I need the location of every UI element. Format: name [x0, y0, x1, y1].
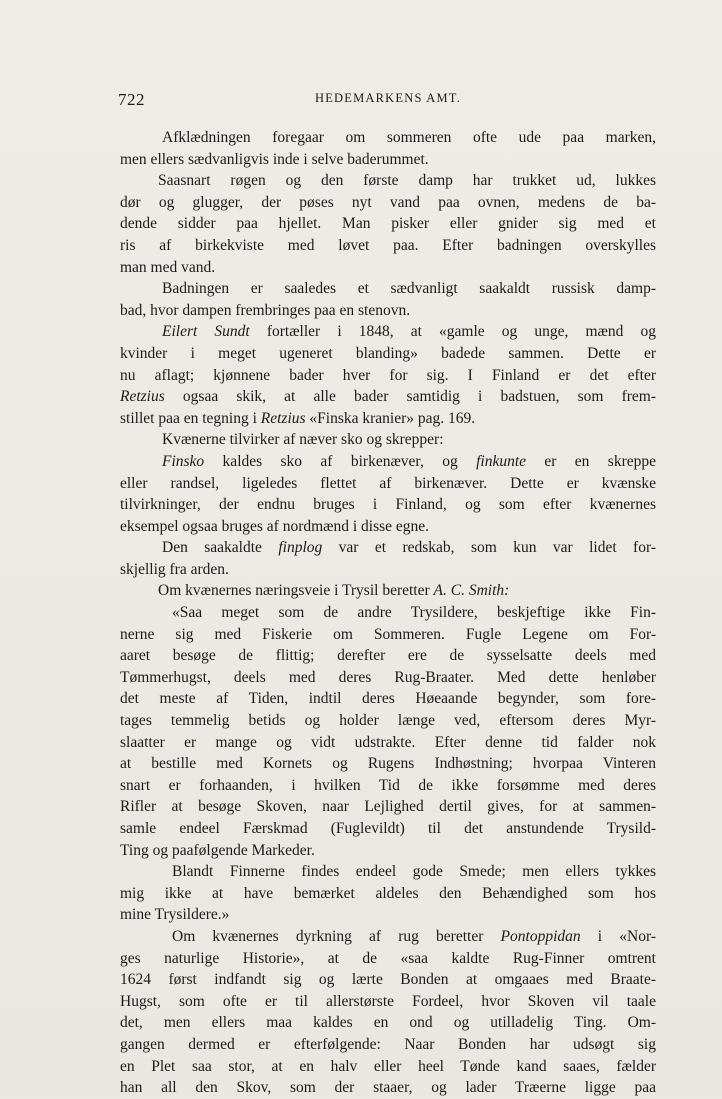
- text-line: [120, 1012, 656, 1034]
- text-line: [120, 991, 656, 1013]
- paragraph: [120, 602, 656, 861]
- page-number: 722: [118, 90, 145, 109]
- text-run: dør og glugger, der pøses nyt vand paa ovnen, medens de ba-: [120, 193, 656, 211]
- text-line: [120, 753, 656, 775]
- text-run: Om kvænernes dyrkning af rug beretter: [172, 927, 501, 945]
- text-run: Kvænerne tilvirker af næver sko og skrepper:: [162, 431, 444, 449]
- text-line: [120, 386, 656, 408]
- paragraph: [120, 429, 656, 451]
- text-line: [120, 624, 656, 646]
- text-run: 1624 først indfandt sig og lærte Bonden at omgaaes med Braate-: [120, 971, 656, 989]
- text-line: [120, 192, 656, 214]
- text-run: man med vand.: [120, 258, 216, 276]
- text-line: [120, 278, 656, 300]
- text-line: [120, 926, 656, 948]
- text-run: han all den Skov, som der staaer, og lader Træerne ligge paa: [120, 1079, 656, 1097]
- text-line: [120, 321, 656, 343]
- text-run: tages temmelig betids og holder længe ved, eftersom deres Myr-: [120, 712, 656, 730]
- text-line: [120, 1034, 656, 1056]
- text-run: Blandt Finnerne findes endeel gode Smede; men ellers tykkes: [172, 863, 656, 881]
- text-run: at bestille med Kornets og Rugens Indhøstning; hvorpaa Vinteren: [120, 755, 656, 773]
- text-run: «Saa meget som de andre Trysildere, beskjeftige ikke Fin-: [172, 604, 656, 622]
- text-line: [120, 602, 656, 624]
- text-run: skjellig fra arden.: [120, 560, 229, 578]
- italic-run: A. C. Smith:: [433, 582, 510, 600]
- text-line: [120, 473, 656, 495]
- paragraph: [120, 170, 656, 278]
- paragraph: [120, 451, 656, 537]
- text-run: Afklædningen foregaar om sommeren ofte ude paa marken,: [162, 129, 656, 146]
- text-line: [120, 688, 656, 710]
- text-line: [120, 1056, 656, 1078]
- text-line: [120, 732, 656, 754]
- text-line: [120, 969, 656, 991]
- page-header: [118, 90, 658, 112]
- text-run: tilvirkninger, der endnu bruges i Finland, og som efter kvænernes: [120, 496, 656, 514]
- italic-run: Pontoppidan: [500, 927, 581, 945]
- text-line: [120, 861, 656, 883]
- italic-run: Retzius: [120, 388, 165, 406]
- running-title: HEDEMARKENS AMT.: [314, 91, 462, 105]
- text-run: i «Nor-: [580, 927, 656, 945]
- paragraph: [120, 926, 656, 1099]
- paragraph: [120, 127, 656, 170]
- text-line: [120, 537, 656, 559]
- text-run: ges naturlige Historie», at de «saa kaldte Rug-Finner omtrent: [120, 949, 656, 967]
- paragraph: [120, 580, 656, 602]
- italic-run: Retzius: [260, 409, 306, 427]
- text-run: det meste af Tiden, indtil deres Høeaande begynder, som fore-: [120, 690, 656, 708]
- text-run: bad, hvor dampen frembringes paa en stenovn.: [120, 301, 411, 319]
- text-line: [120, 840, 656, 862]
- text-run: ogsaa skik, at alle bader samtidig i badstuen, som frem-: [164, 388, 656, 406]
- text-run: stillet paa en tegning i: [120, 409, 261, 427]
- text-line: [120, 559, 656, 581]
- text-run: var et redskab, som kun var lidet for-: [322, 539, 656, 557]
- text-line: [120, 127, 656, 149]
- text-line: [120, 645, 656, 667]
- text-run: gangen dermed er efterfølgende: Naar Bonden har udsøgt sig: [120, 1035, 656, 1053]
- text-line: [120, 429, 656, 451]
- text-line: [120, 408, 656, 430]
- text-line: [120, 796, 656, 818]
- text-line: [120, 580, 656, 602]
- paragraph: [120, 321, 656, 429]
- text-line: [120, 365, 656, 387]
- text-run: nerne sig med Fiskerie om Sommeren. Fugle Legene om For-: [120, 625, 656, 643]
- text-line: [120, 451, 656, 473]
- paragraph: [120, 537, 656, 580]
- italic-run: Eilert Sundt: [162, 323, 250, 341]
- text-run: Hugst, som ofte er til allerstørste Fordeel, hvor Skoven vil taale: [120, 992, 656, 1010]
- paragraph: [120, 861, 656, 926]
- text-line: [120, 170, 656, 192]
- text-run: samle endeel Færskmad (Fuglevildt) til det anstundende Trysild-: [120, 820, 656, 837]
- text-run: «Finska kranier» pag. 169.: [305, 409, 476, 427]
- text-run: dende sidder paa hjellet. Man pisker eller gnider sig med et: [120, 215, 656, 233]
- text-run: det, men ellers maa kaldes en ond og utilladelig Ting. Om-: [120, 1014, 656, 1032]
- text-run: mine Trysildere.»: [120, 906, 230, 924]
- paragraph: [120, 278, 656, 321]
- text-run: eller randsel, ligeledes flettet af birkenæver. Dette er kvænske: [120, 474, 656, 492]
- text-run: eksempel ogsaa bruges af nordmænd i disse egne.: [120, 517, 430, 535]
- text-line: [120, 904, 656, 926]
- text-line: [120, 883, 656, 905]
- text-run: Den saakaldte: [162, 539, 279, 557]
- text-line: [120, 149, 656, 171]
- body-text: [120, 127, 656, 1099]
- text-line: [120, 948, 656, 970]
- text-run: Ting og paafølgende Markeder.: [120, 841, 315, 859]
- text-run: kvinder i meget ugeneret blanding» badede sammen. Dette er: [120, 344, 656, 362]
- text-line: [120, 257, 656, 279]
- text-line: [120, 213, 656, 235]
- text-line: [120, 235, 656, 257]
- text-run: nu aflagt; kjønnene bader hver for sig. I Finland er det efter: [120, 366, 656, 384]
- text-run: slaatter er mange og vidt udstrakte. Efter denne tid falder nok: [120, 733, 656, 751]
- italic-run: Finsko: [162, 452, 205, 470]
- italic-run: finplog: [278, 539, 323, 557]
- text-line: [120, 710, 656, 732]
- text-run: en Plet saa stor, at en halv eller heel Tønde kand saaes, fælder: [120, 1057, 656, 1075]
- text-line: [120, 494, 656, 516]
- italic-run: finkunte: [476, 452, 527, 470]
- text-run: mig ikke at have bemærket aldeles den Behændighed som hos: [120, 884, 656, 902]
- text-run: kaldes sko af birkenæver, og: [204, 452, 477, 470]
- text-run: Om kvænernes næringsveie i Trysil beretter: [158, 582, 434, 600]
- text-line: [120, 667, 656, 689]
- text-run: fortæller i 1848, at «gamle og unge, mænd og: [249, 323, 656, 341]
- text-run: Tømmerhugst, deels med deres Rug-Braater. Med dette henløber: [120, 668, 656, 686]
- text-run: Saasnart røgen og den første damp har trukket ud, lukkes: [158, 172, 656, 190]
- text-run: aaret besøge de flittig; derefter ere de sysselsatte deels med: [120, 647, 656, 665]
- text-line: [120, 1077, 656, 1099]
- text-line: [120, 300, 656, 322]
- text-line: [120, 775, 656, 797]
- text-line: [120, 516, 656, 538]
- text-run: er en skreppe: [526, 452, 657, 470]
- text-run: men ellers sædvanligvis inde i selve baderummet.: [120, 150, 429, 168]
- text-line: [120, 343, 656, 365]
- text-run: Rifler at besøge Skoven, naar Lejlighed dertil gives, for at sammen-: [120, 798, 656, 816]
- text-run: Badningen er saaledes et sædvanligt saakaldt russisk damp-: [162, 280, 656, 298]
- text-line: [120, 818, 656, 840]
- text-run: snart er forhaanden, i hvilken Tid de ikke forsømme med deres: [120, 776, 656, 794]
- text-run: ris af birkekviste med løvet paa. Efter badningen overskylles: [120, 236, 656, 254]
